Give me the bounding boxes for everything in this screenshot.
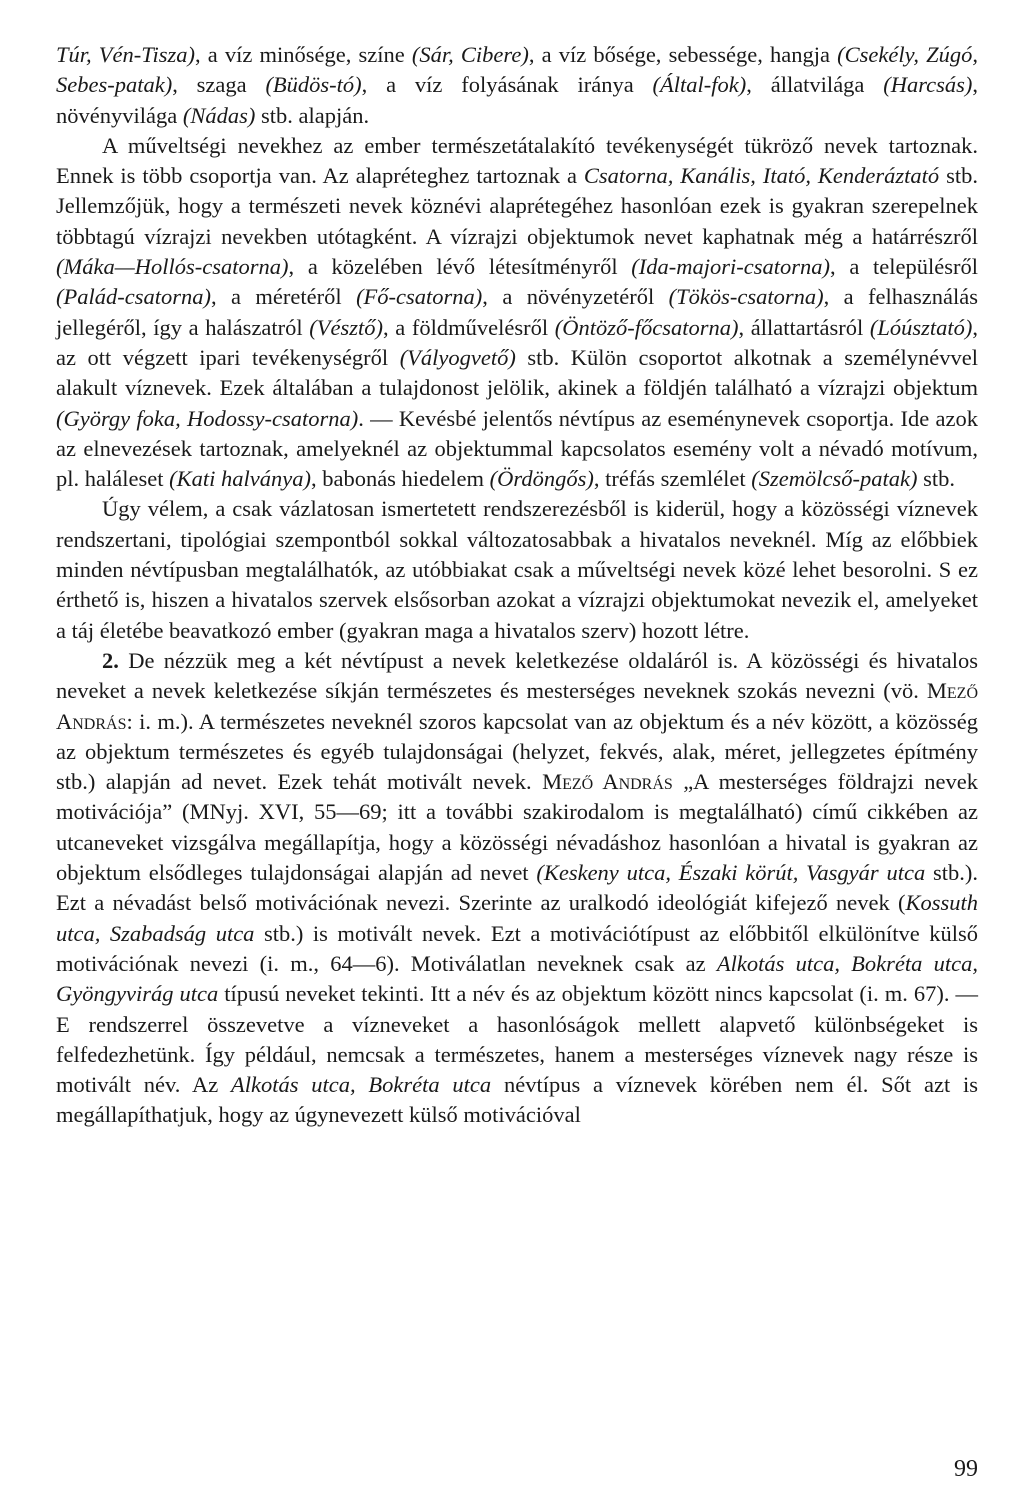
italic-name-run: (Csekély, Zúgó, Sebes-patak) bbox=[56, 42, 979, 98]
section-number: 2. bbox=[102, 647, 119, 673]
italic-name-run: (Szemölcső-patak) bbox=[751, 466, 918, 492]
italic-name-run: (Palád-csatorna) bbox=[56, 284, 211, 310]
italic-name-run: (Ida-majori-csatorna) bbox=[631, 254, 831, 280]
text-run: , a településről bbox=[830, 254, 979, 280]
author-name: Mező András bbox=[542, 769, 673, 795]
text-run: , az ott végzett ipari tevékenységről bbox=[56, 314, 978, 370]
text-run: Úgy vélem, a csak vázlatosan ismertetett rendszerezésből is kiderül, hogy a közösségi víznevek rendszertani, tipológiai szempontból sokkal változatosabbak a hivatalos neveknél. Míg az előbbiek minden névtípusban megtalálhatók, az utóbbiakat csak a műveltségi nevek közé lehet besorolni. S ez érthető is, hiszen a hivatalos szervek elsősorban azokat a vízrajzi objektumokat nevezik el, amelyeket a táj életébe beavatkozó ember (gyakran maga a hivatalos szerv) hozott létre. bbox=[56, 496, 978, 643]
text-run: , a víz minősége, színe bbox=[195, 42, 412, 67]
italic-name-run: (Vályogvető) bbox=[399, 344, 516, 370]
italic-name-run: (Nádas) bbox=[182, 102, 256, 128]
text-run: , a víz folyásának iránya bbox=[361, 72, 653, 98]
text-run: , növényvilága bbox=[56, 72, 979, 128]
italic-name-run: (Kati halványa) bbox=[169, 466, 311, 492]
italic-name-run: Alkotás utca, Bokréta utca, Gyöngyvirág utca bbox=[56, 950, 978, 1007]
paragraph-3 bbox=[56, 494, 978, 645]
paragraph-4 bbox=[56, 646, 978, 1131]
text-run: , állattartásról bbox=[738, 314, 870, 340]
text-run: , a közelében lévő létesítményről bbox=[288, 254, 632, 280]
italic-name-run: Alkotás utca, Bokréta utca bbox=[231, 1072, 492, 1098]
text-run: stb.) is motivált nevek. Ezt a motivációtípust az előbbitől elkülönítve külső motivációnak nevezi (i. m., 64—6). Motiválatlan neveknek csak az bbox=[56, 920, 978, 976]
text-run: stb. alapján. bbox=[255, 102, 370, 128]
text-run: „A mesterséges földrajzi nevek motivációja” (MNyj. XVI, 55—69; itt a további szakirodalom is megtalálható) című cikkében az utcaneveket vizsgálva megállapítja, hogy a közösségi névadáshoz hasonlóan a hivatal is gyakran az objektum elsődleges tulajdonságai alapján ad nevet bbox=[56, 769, 978, 886]
text-run: . — Kevésbé jelentős névtípus az eseménynevek csoportja. Ide azok az elnevezések tartoznak, amelyeknél az objektummal kapcsolatos esemény volt a névadó motívum, pl. haláleset bbox=[56, 405, 978, 492]
italic-name-run: (Máka—Hollós-csatorna) bbox=[56, 254, 289, 280]
italic-name-run: (Sár, Cibere) bbox=[411, 42, 529, 67]
italic-name-run: (Tökös-csatorna) bbox=[668, 284, 824, 310]
italic-name-run: (Keskeny utca, Északi körút, Vasgyár utca bbox=[536, 860, 926, 886]
author-name: Mező András bbox=[56, 678, 978, 734]
text-run: A műveltségi nevekhez az ember természetátalakító tevékenységét tükröző nevek tartoznak. Ennek is több csoportja van. Az alapréteghez tartoznak a bbox=[56, 132, 978, 189]
text-run: típusú neveket tekinti. Itt a név és az objektum között nincs kapcsolat (i. m. 67). — E rendszerrel összevetve a vízneveket a hasonlóságok mellett alapvető különbségeket is felfedezhetünk. Így például, nemcsak a természetes, hanem a mesterséges víznevek nagy része is motivált név. Az bbox=[56, 981, 978, 1098]
paragraph-2 bbox=[56, 131, 978, 495]
paragraph-1 bbox=[56, 40, 978, 131]
text-run: , szaga bbox=[172, 72, 266, 98]
page-body bbox=[56, 40, 978, 1131]
italic-name-run: Csatorna, Kanális, Itató, Kenderáztató bbox=[583, 163, 940, 189]
italic-name-run: Túr, Vén-Tisza) bbox=[56, 42, 196, 67]
text-run: névtípus a víznevek körében nem él. Sőt azt is megállapíthatjuk, hogy az úgynevezett külső motivációval bbox=[56, 1072, 978, 1128]
text-run: stb. Külön csoportot alkotnak a személynévvel alakult víznevek. Ezek általában a tulajdonost jelölik, akinek a földjén található a vízrajzi objektum bbox=[56, 344, 978, 401]
text-run: , a földművelésről bbox=[383, 314, 555, 340]
italic-name-run: (Büdös-tó) bbox=[265, 72, 362, 98]
page-number: 99 bbox=[954, 1456, 978, 1482]
text-run: stb.). Ezt a névadást belső motivációnak nevezi. Szerinte az uralkodó ideológiát kifejező nevek ( bbox=[56, 860, 979, 916]
text-run: , a felhasználás jellegéről, így a halászatról bbox=[56, 284, 979, 340]
italic-name-run: (Lóúsztató) bbox=[869, 314, 973, 340]
italic-name-run: (Által-fok) bbox=[652, 72, 747, 98]
text-run: De nézzük meg a két névtípust a nevek keletkezése oldaláról is. A közösségi és hivatalos neveket a nevek keletkezése síkján természetes és mesterséges neveknek szokás nevezni (vö. bbox=[56, 647, 978, 704]
italic-name-run: (György foka, Hodossy-csatorna) bbox=[56, 405, 359, 431]
italic-name-run: Kossuth utca, Szabadság utca bbox=[56, 890, 978, 946]
text-run: , állatvilága bbox=[746, 72, 884, 98]
text-run: : i. m.). A természetes neveknél szoros kapcsolat van az objektum és a név között, a közösség az objektum természetes és egyéb tulajdonságai (helyzet, fekvés, alak, méret, jellegzetes építmény stb.) alapján ad nevet. Ezek tehát motivált nevek. bbox=[56, 708, 978, 795]
italic-name-run: (Fő-csatorna) bbox=[356, 284, 483, 310]
italic-name-run: (Öntöző-főcsatorna) bbox=[554, 314, 739, 340]
italic-name-run: (Ördöngős) bbox=[489, 466, 594, 492]
text-run: stb. bbox=[917, 466, 955, 492]
text-run: , tréfás szemlélet bbox=[593, 466, 752, 492]
italic-name-run: (Harcsás) bbox=[883, 72, 973, 98]
text-run: , a méretéről bbox=[210, 284, 357, 310]
text-run: , a víz bősége, sebessége, hangja bbox=[528, 42, 838, 67]
italic-name-run: (Vésztő) bbox=[309, 314, 384, 340]
text-run: stb. Jellemzőjük, hogy a természeti nevek köznévi alaprétegéhez hasonlóan ezek is gyakran szerepelnek többtagú vízrajzi nevekben utótagként. A vízrajzi objektumok nevet kaphatnak még a határrészről bbox=[56, 163, 978, 249]
text-run: , babonás hiedelem bbox=[310, 466, 490, 492]
text-run: , a növényzetéről bbox=[482, 284, 669, 310]
